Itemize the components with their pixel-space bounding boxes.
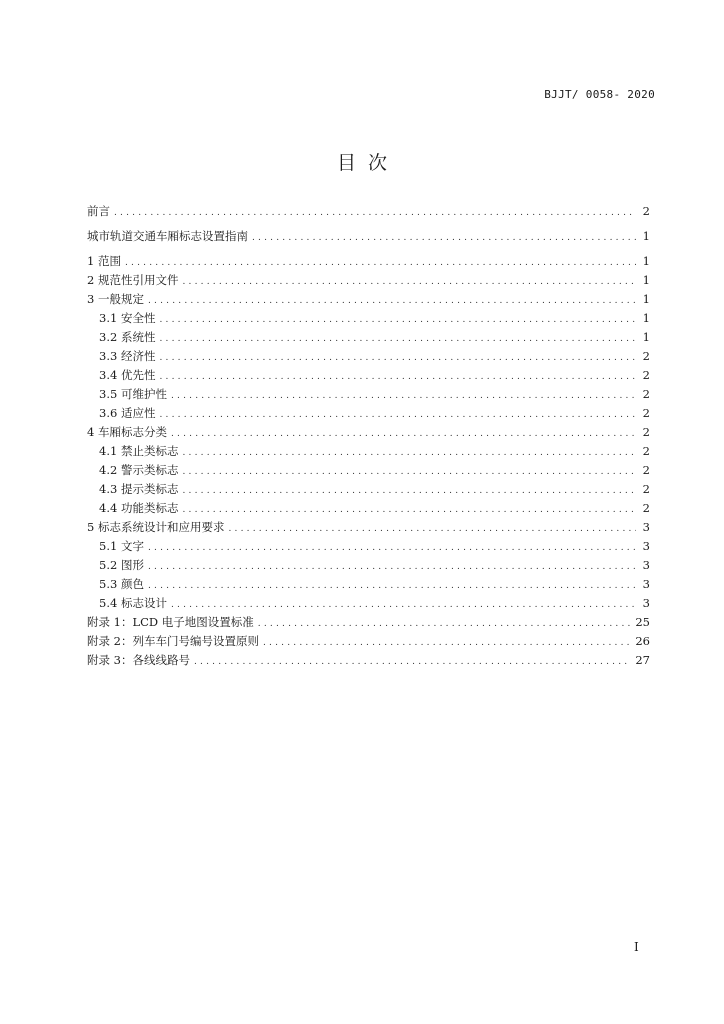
toc-entry-label: 4.1 禁止类标志 (99, 444, 179, 458)
toc-entry-label: 3.5 可维护性 (99, 387, 167, 401)
toc-dot-leader (182, 468, 636, 477)
toc-entry-label: 附录 3：各线线路号 (87, 653, 190, 667)
toc-entry-page: 1 (642, 311, 650, 325)
toc-entry[interactable] (87, 443, 650, 462)
toc-entry-page: 2 (642, 501, 650, 515)
toc-dot-leader (194, 658, 631, 667)
toc-entry[interactable] (87, 386, 650, 405)
toc-entry-page: 3 (642, 596, 650, 610)
toc-entry-label: 4.2 警示类标志 (99, 463, 179, 477)
toc-entry-label: 附录 1：LCD 电子地图设置标准 (87, 615, 254, 629)
toc-dot-leader (182, 487, 636, 496)
toc-entry-label: 5.4 标志设计 (99, 596, 167, 610)
toc-dot-leader (148, 544, 636, 553)
toc-entry-page: 2 (642, 349, 650, 363)
toc-entry[interactable] (87, 272, 650, 291)
toc-entry-label: 5.2 图形 (99, 558, 144, 572)
toc-entry-page: 2 (642, 482, 650, 496)
toc-entry-label: 3.4 优先性 (99, 368, 156, 382)
toc-entry-label: 3.2 系统性 (99, 330, 156, 344)
toc-entry-page: 1 (642, 229, 650, 243)
toc-entry[interactable] (87, 633, 650, 652)
toc-dot-leader (148, 582, 636, 591)
toc-entry-page: 2 (642, 463, 650, 477)
toc-entry[interactable] (87, 595, 650, 614)
toc-entry-label: 1 范围 (87, 254, 121, 268)
toc-entry[interactable] (87, 519, 650, 538)
toc-dot-leader (159, 354, 636, 363)
toc-dot-leader (228, 525, 636, 534)
toc-entry[interactable] (87, 481, 650, 500)
toc-entry[interactable] (87, 424, 650, 443)
toc-entry-page: 27 (635, 653, 650, 667)
toc-dot-leader (263, 639, 631, 648)
toc-entry-page: 3 (642, 577, 650, 591)
toc-entry-label: 4.4 功能类标志 (99, 501, 179, 515)
toc-dot-leader (182, 506, 636, 515)
toc-dot-leader (148, 563, 636, 572)
toc-entry-label: 城市轨道交通车厢标志设置指南 (87, 229, 248, 243)
toc-entry-page: 2 (642, 425, 650, 439)
toc-entry[interactable] (87, 253, 650, 272)
toc-entry[interactable] (87, 462, 650, 481)
toc-entry[interactable] (87, 367, 650, 386)
page-title: 目次 (336, 152, 399, 174)
toc-entry-label: 3.3 经济性 (99, 349, 156, 363)
toc-entry-label: 3 一般规定 (87, 292, 144, 306)
toc-entry-page: 1 (642, 330, 650, 344)
toc-dot-leader (171, 601, 636, 610)
toc-entry-label: 3.1 安全性 (99, 311, 156, 325)
toc-entry[interactable] (87, 310, 650, 329)
toc-entry-page: 1 (642, 292, 650, 306)
toc-entry-page: 3 (642, 558, 650, 572)
toc-entry-page: 3 (642, 520, 650, 534)
toc-entry-page: 2 (642, 387, 650, 401)
toc-entry-label: 前言 (87, 204, 110, 218)
toc-dot-leader (182, 278, 636, 287)
table-of-contents (87, 203, 650, 671)
toc-entry-label: 4.3 提示类标志 (99, 482, 179, 496)
toc-entry[interactable] (87, 228, 650, 247)
page-number: I (634, 940, 639, 954)
toc-entry-page: 2 (642, 204, 650, 218)
toc-entry[interactable] (87, 203, 650, 222)
toc-entry-page: 1 (642, 273, 650, 287)
toc-entry[interactable] (87, 405, 650, 424)
toc-entry[interactable] (87, 557, 650, 576)
toc-entry-page: 3 (642, 539, 650, 553)
toc-entry-label: 4 车厢标志分类 (87, 425, 167, 439)
toc-entry[interactable] (87, 614, 650, 633)
toc-entry-label: 5.1 文字 (99, 539, 144, 553)
toc-entry-page: 25 (635, 615, 650, 629)
toc-dot-leader (148, 297, 636, 306)
toc-entry-page: 26 (635, 634, 650, 648)
toc-dot-leader (182, 449, 636, 458)
toc-entry-label: 2 规范性引用文件 (87, 273, 179, 287)
toc-entry-page: 2 (642, 368, 650, 382)
toc-dot-leader (258, 620, 632, 629)
toc-entry-label: 5 标志系统设计和应用要求 (87, 520, 225, 534)
toc-dot-leader (171, 430, 636, 439)
toc-entry-page: 2 (642, 444, 650, 458)
toc-entry[interactable] (87, 291, 650, 310)
toc-entry[interactable] (87, 576, 650, 595)
toc-dot-leader (159, 335, 636, 344)
toc-entry-page: 1 (642, 254, 650, 268)
toc-dot-leader (114, 209, 636, 218)
toc-dot-leader (159, 316, 636, 325)
toc-entry[interactable] (87, 538, 650, 557)
toc-dot-leader (159, 411, 636, 420)
toc-dot-leader (125, 259, 636, 268)
toc-entry[interactable] (87, 652, 650, 671)
toc-entry[interactable] (87, 329, 650, 348)
toc-entry-label: 3.6 适应性 (99, 406, 156, 420)
toc-entry[interactable] (87, 348, 650, 367)
toc-entry-label: 5.3 颜色 (99, 577, 144, 591)
toc-entry-label: 附录 2：列车车门号编号设置原则 (87, 634, 259, 648)
toc-entry-page: 2 (642, 406, 650, 420)
toc-entry[interactable] (87, 500, 650, 519)
toc-dot-leader (252, 234, 636, 243)
toc-dot-leader (171, 392, 636, 401)
toc-dot-leader (159, 373, 636, 382)
document-code: BJJT/ 0058- 2020 (544, 88, 655, 101)
